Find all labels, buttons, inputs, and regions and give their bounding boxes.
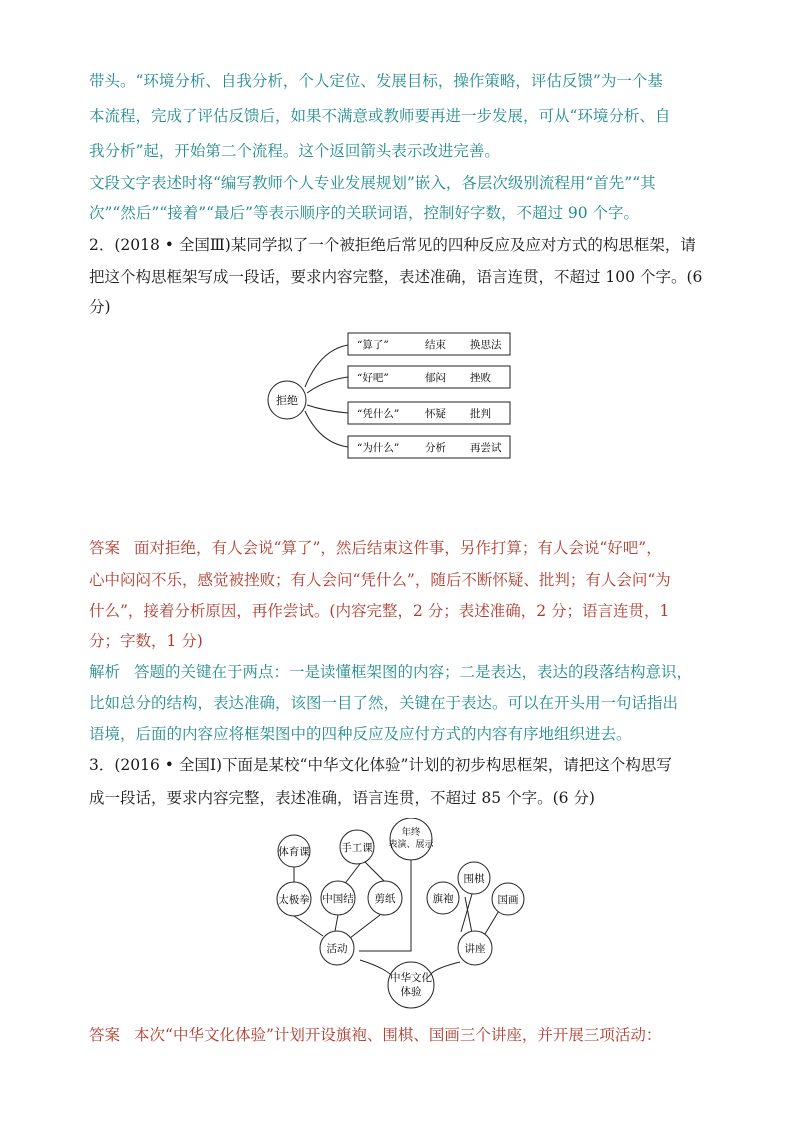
answer-line: 心中闷闷不乐，感觉被挫败；有人会问“凭什么”，随后不断怀疑、批判；有人会问“为 — [89, 571, 671, 589]
node-taiji — [277, 882, 311, 916]
reaction-cell: 挫败 — [470, 372, 491, 384]
svg-text:中华文化: 中华文化 — [390, 972, 432, 984]
question-2-text: 分) — [89, 298, 111, 316]
svg-text:太极拳: 太极拳 — [278, 894, 310, 906]
reaction-cell: “凭什么” — [357, 408, 400, 420]
node-knot — [321, 881, 355, 915]
node-activity — [320, 931, 354, 965]
node-weiqi — [458, 862, 490, 894]
question-2-text: 2．(2018 • 全国Ⅲ)某同学拟了一个被拒绝后常见的四种反应及应对方式的构思框架，请 — [89, 236, 696, 254]
svg-text:表演、展示: 表演、展示 — [388, 840, 434, 850]
intro-line: 带头。“环境分析、自我分析，个人定位、发展目标，操作策略，评估反馈”为一个基 — [89, 72, 663, 90]
answer-3-line — [89, 1024, 661, 1046]
node-show — [388, 818, 434, 860]
question-2-text: 把这个构思框架写成一段话，要求内容完整，表述准确，语言连贯，不超过 100 个字。(6 — [89, 268, 703, 286]
analysis-line: 语境，后面的内容应将框架图中的四种反应及应付方式的内容有序地组织进去。 — [89, 725, 632, 743]
answer-label: 答案 — [89, 539, 121, 557]
svg-text:中国结: 中国结 — [322, 893, 354, 905]
intro-line: 我分析”起，开始第二个流程。这个返回箭头表示改进完善。 — [89, 142, 500, 160]
node-papercut — [368, 881, 402, 915]
reaction-cell: 换思法 — [470, 339, 502, 351]
reaction-cell: 结束 — [425, 339, 446, 351]
reaction-cell: “好吧” — [357, 372, 389, 384]
intro-line: 本流程，完成了评估反馈后，如果不满意或教师要再进一步发展，可从“环境分析、自 — [89, 107, 671, 125]
node-handcraft — [340, 830, 374, 864]
reaction-cell: “为什么” — [357, 442, 400, 454]
question-3-text: 3．(2016 • 全国Ⅰ)下面是某校“中华文化体验”计划的初步构思框架，请把这个构思写 — [89, 756, 672, 774]
reaction-cell: “算了” — [357, 339, 389, 351]
reaction-cell: 批判 — [470, 408, 491, 420]
intro-line: 次”“然后”“接着”“最后”等表示顺序的关联词语，控制好字数，不超过 90 个字。 — [89, 204, 640, 222]
svg-text:围棋: 围棋 — [463, 873, 485, 885]
culture-plan-diagram — [265, 818, 545, 1018]
reaction-cell: 分析 — [425, 442, 446, 454]
analysis-line: 比如总分的结构，表达准确，该图一目了然，关键在于表达。可以在开头用一句话指出 — [89, 694, 679, 712]
svg-text:活动: 活动 — [326, 943, 348, 955]
svg-text:体验: 体验 — [400, 986, 422, 998]
answer-line: 什么”，接着分析原因，再作尝试。(内容完整，2 分；表述准确，2 分；语言连贯，1 — [89, 602, 670, 620]
answer-label: 答案 — [89, 1026, 121, 1044]
svg-text:手工课: 手工课 — [341, 842, 373, 854]
reaction-row-3 — [348, 402, 510, 424]
analysis-label: 解析 — [89, 663, 121, 681]
reaction-row-1 — [348, 333, 510, 355]
reaction-row-2 — [348, 366, 510, 388]
answer-text: 面对拒绝，有人会说“算了”，然后结束这件事，另作打算；有人会说“好吧”， — [134, 539, 662, 557]
analysis-line-1 — [89, 661, 692, 683]
reaction-cell: 郁闷 — [425, 372, 446, 384]
reject-label: 拒绝 — [276, 394, 298, 407]
answer-text: 本次“中华文化体验”计划开设旗袍、围棋、国画三个讲座，并开展三项活动： — [134, 1026, 662, 1044]
node-painting — [492, 883, 524, 915]
reaction-cell: 怀疑 — [425, 408, 446, 420]
diagram-connectors — [305, 345, 348, 447]
svg-text:剪纸: 剪纸 — [374, 893, 396, 905]
analysis-text: 答题的关键在于两点：一是读懂框架图的内容；二是表达，表达的段落结构意识， — [134, 663, 693, 681]
reaction-row-4 — [348, 436, 510, 458]
answer-line-1 — [89, 537, 662, 559]
answer-line: 分；字数，1 分) — [89, 632, 203, 650]
reaction-cell: 再尝试 — [470, 442, 502, 454]
node-pe — [278, 835, 310, 867]
svg-text:旗袍: 旗袍 — [432, 893, 454, 905]
svg-text:讲座: 讲座 — [464, 943, 486, 955]
svg-text:体育课: 体育课 — [278, 846, 310, 858]
intro-line: 文段文字表述时将“编写教师个人专业发展规划”嵌入，各层次级别流程用“首先”“其 — [89, 174, 656, 192]
node-qipao — [427, 882, 459, 914]
rejection-diagram — [265, 325, 525, 465]
question-3-text: 成一段话，要求内容完整，表述准确，语言连贯，不超过 85 个字。(6 分) — [89, 789, 595, 807]
svg-text:年终: 年终 — [401, 827, 421, 838]
node-root — [388, 962, 434, 1008]
node-lecture — [458, 931, 492, 965]
svg-text:国画: 国画 — [497, 894, 519, 906]
